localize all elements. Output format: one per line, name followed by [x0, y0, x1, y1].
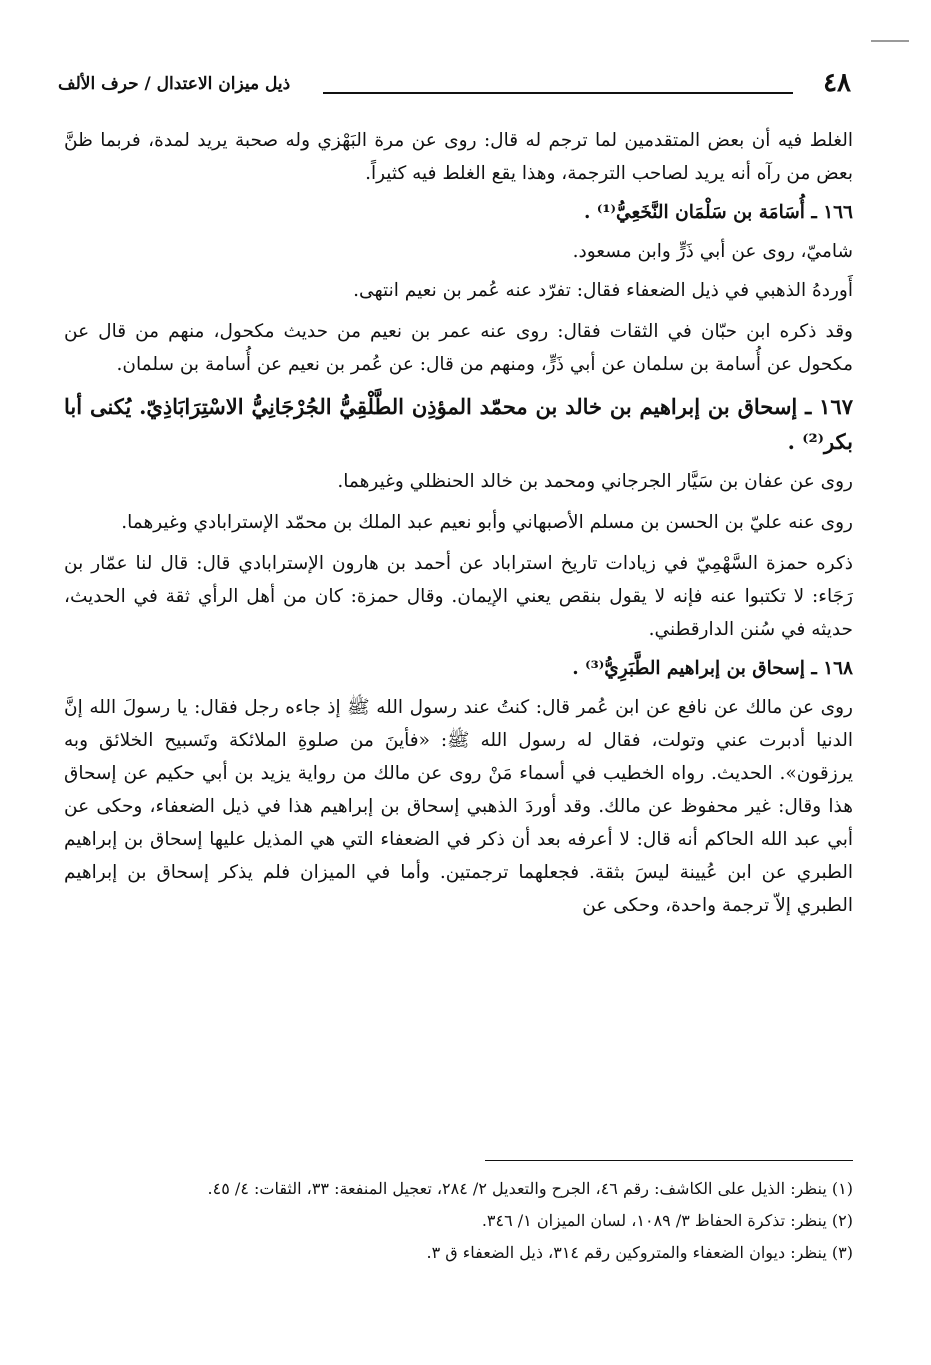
page-number: ٤٨ [823, 68, 851, 98]
entry-166-heading: ١٦٦ ـ أُسَامَة بن سَلْمَان النَّخَعِيُّ⁽¹⁾ . [584, 202, 853, 223]
footnote: (٣) ينظر: ديوان الضعفاء والمتروكين رقم ٣١٤، ذيل الضعفاء ق ٣. [426, 1243, 853, 1262]
footnote-rule [485, 1160, 853, 1161]
paragraph-continuation: الغلط فيه أن بعض المتقدمين لما ترجم له قال: روى عن مرة البَهْزي وله صحبة يريد لمدة، فربما ظنَّ بعض من رآه أنه يريد لصاحب الترجمة، وهذا يقع الغلط فيه كثيراً. [64, 130, 853, 184]
entry-168-paragraph: روى عن مالك عن نافع عن ابن عُمر قال: كنتُ عند رسول الله ﷺ إذ جاءه رجل فقال: يا رسولَ الله إنَّ الدنيا أدبرت عني وتولت، فقال له رسول الله ﷺ: «فأينَ من صلوةِ الملائكة وتَسبيح الخلائق وبه يرزقون». الحديث. رواه الخطيب في أسماء مَنْ روى عن مالك من رواية يزيد بن أبي حكيم عن إسحاق هذا وقال: غير محفوظ عن مالك. وقد أوردَ الذهبي إسحاق بن إبراهيم هذا في ذيل الضعفاء، وحكى عن أبي عبد الله الحاكم أنه قال: لا أعرفه بعد أن ذكر في الضعفاء التي هي المذيل عليها إسحاق بن إبراهيم الطبري عن ابن عُيينة ليسَ بثقة. فجعلهما ترجمتين. وأما في الميزان فلم يذكر إسحاق بن إبراهيم الطبري إلاّ ترجمة واحدة، وحكى عن [64, 697, 853, 916]
corner-mark [871, 40, 909, 42]
header-rule [323, 92, 793, 94]
footnotes [64, 1175, 853, 1271]
entry-167-paragraph: ذكره حمزة السَّهْمِيّ في زيادات تاريخ استراباد عن أحمد بن هارون الإسترابادي قال: قال لنا عمّار بن رَجَاء: لا تكتبوا عنه فإنه لا يقول بنقص يعني الإيمان. وقال حمزة: كان من أهل الرأي ثقة في الحديث، حديثه في سُنن الدارقطني. [64, 553, 853, 640]
entry-166-paragraph: أَوردهُ الذهبي في ذيل الضعفاء فقال: تفرّد عنه عُمر بن نعيم انتهى. [353, 280, 853, 301]
entry-167-paragraph: روى عنه عليّ بن الحسن بن مسلم الأصبهاني وأبو نعيم عبد الملك بن محمّد الإسترابادي وغيرهما. [121, 512, 853, 533]
running-title: ذيل ميزان الاعتدال / حرف الألف [58, 74, 291, 94]
entry-166-paragraph: وقد ذكره ابن حبّان في الثقات فقال: روى عنه عمر بن نعيم من حديث مكحول، منهم من قال عن مكحول عن أُسامة بن سلمان عن أبي ذَرٍّ، ومنهم من قال: عن عُمر بن نعيم عن أُسامة بن سلمان. [64, 321, 853, 375]
entry-168-heading: ١٦٨ ـ إسحاق بن إبراهيم الطَّبَرِيُّ⁽³⁾ . [572, 658, 853, 679]
main-text [64, 124, 853, 928]
page-header [58, 66, 851, 100]
entry-167-heading: ١٦٧ ـ إسحاق بن إبراهيم بن خالد بن محمّد المؤذِن الطَّلْقِيُّ الجُرْجَانِيُّ الاسْتِرَابَاذِيّ. يُكنى أبا بكر⁽²⁾ . [64, 394, 853, 454]
entry-166-paragraph: شاميّ، روى عن أبي ذَرٍّ وابن مسعود. [572, 241, 853, 262]
footnote: (١) ينظر: الذيل على الكاشف: رقم ٤٦، الجرح والتعديل ٢/ ٢٨٤، تعجيل المنفعة: ٣٣، الثقات: ٤/ ٤٥. [207, 1179, 853, 1198]
entry-167-paragraph: روى عن عفان بن سَيَّار الجرجاني ومحمد بن خالد الحنظلي وغيرهما. [337, 471, 853, 492]
footnote: (٢) ينظر: تذكرة الحفاظ ٣/ ١٠٨٩، لسان الميزان ١/ ٣٤٦. [481, 1211, 853, 1230]
